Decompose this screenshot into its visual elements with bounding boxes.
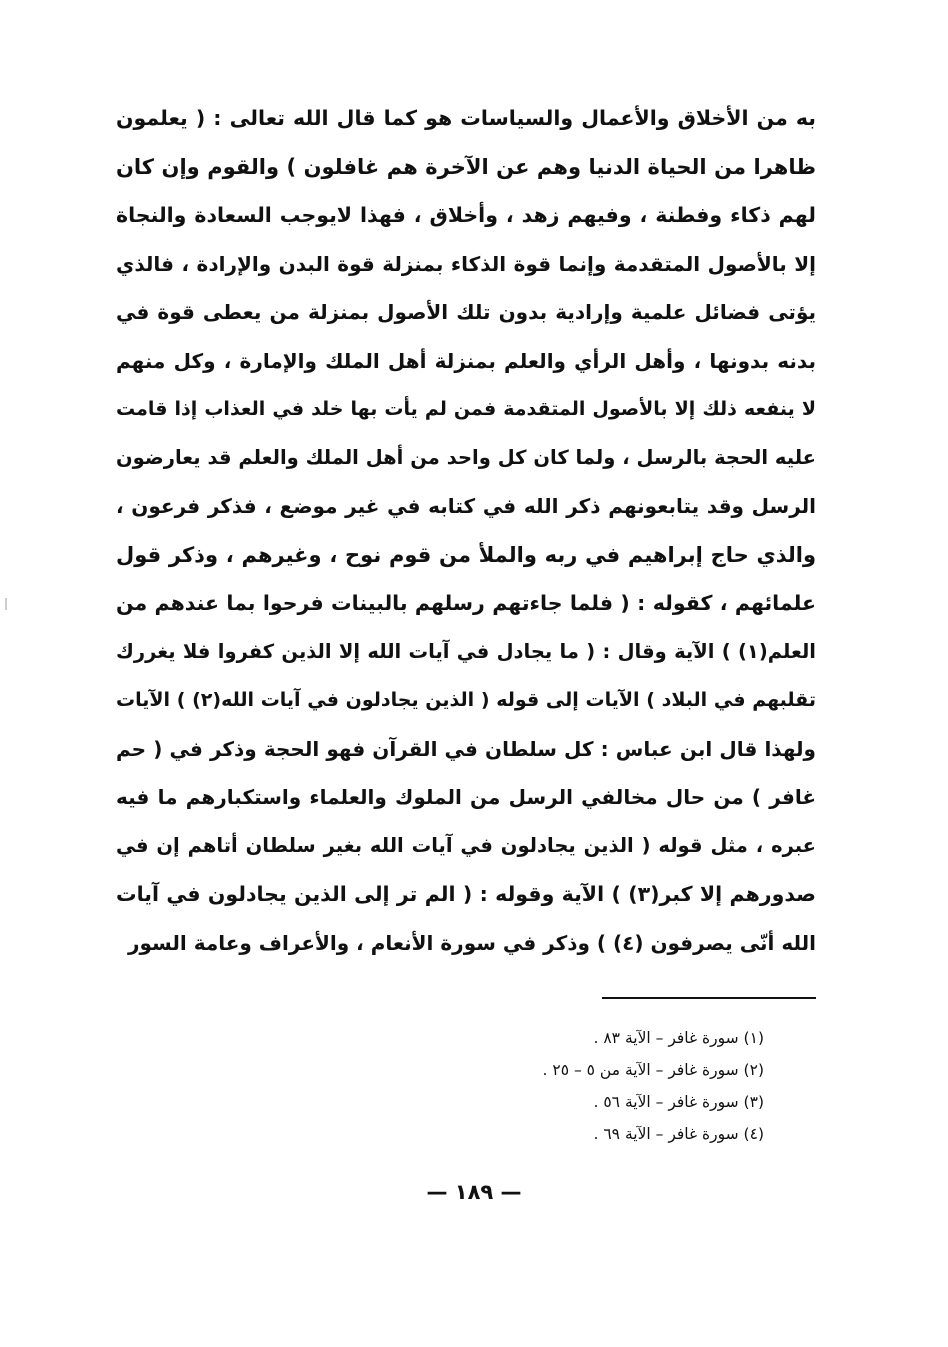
text-line: عليه الحجة بالرسل ، ولما كان كل واحد من أهل الملك والعلم قد يعارضون xyxy=(116,445,816,469)
text-line: به من الأخلاق والأعمال والسياسات هو كما قال الله تعالى : ( يعلمون xyxy=(116,106,816,130)
text-line: ظاهرا من الحياة الدنيا وهم عن الآخرة هم غافلون ) والقوم وإن كان xyxy=(116,154,816,179)
text-line: ولهذا قال ابن عباس : كل سلطان في القرآن فهو الحجة وذكر في ( حم xyxy=(116,736,816,761)
footnotes xyxy=(543,1022,764,1150)
text-line: بدنه بدونها ، وأهل الرأي والعلم بمنزلة أهل الملك والإمارة ، وكل منهم xyxy=(116,348,816,373)
footnote-divider xyxy=(602,997,816,999)
footnote-3: (٣) سورة غافر – الآية ٥٦ . xyxy=(593,1093,764,1111)
text-line: لا ينفعه ذلك إلا بالأصول المتقدمة فمن لم يأت بها خلد في العذاب إذا قامت xyxy=(116,398,816,420)
text-line: تقلبهم في البلاد ) الآيات إلى قوله ( الذين يجادلون في آيات الله(٢) ) الآيات xyxy=(116,689,816,711)
text-line: علمائهم ، كقوله : ( فلما جاءتهم رسلهم بالبينات فرحوا بما عندهم من xyxy=(116,591,816,615)
footnote-2: (٢) سورة غافر – الآية من ٥ – ٢٥ . xyxy=(542,1061,764,1079)
text-line: إلا بالأصول المتقدمة وإنما قوة الذكاء بمنزلة قوة البدن والإرادة ، فالذي xyxy=(116,251,816,276)
footnote-4: (٤) سورة غافر – الآية ٦٩ . xyxy=(593,1125,764,1143)
text-line: العلم(١) ) الآية وقال : ( ما يجادل في آيات الله إلا الذين كفروا فلا يغررك xyxy=(116,639,816,663)
text-line: لهم ذكاء وفطنة ، وفيهم زهد ، وأخلاق ، فهذا لايوجب السعادة والنجاة xyxy=(116,203,816,227)
text-line: الله أنّى يصرفون (٤) ) وذكر في سورة الأنعام ، والأعراف وعامة السور xyxy=(127,930,816,955)
text-line: والذي حاج إبراهيم في ربه والملأ من قوم نوح ، وغيرهم ، وذكر قول xyxy=(116,542,816,567)
scan-speck xyxy=(5,598,7,610)
text-line: صدورهم إلا كبر(٣) ) الآية وقوله : ( الم تر إلى الذين يجادلون في آيات xyxy=(116,882,816,906)
text-line: عبره ، مثل قوله ( الذين يجادلون في آيات الله بغير سلطان أتاهم إن في xyxy=(116,833,816,857)
text-line: الرسل وقد يتابعونهم ذكر الله في كتابه في غير موضع ، فذكر فرعون ، xyxy=(116,494,816,518)
page-number: — ١٨٩ — xyxy=(426,1180,522,1204)
main-text xyxy=(116,94,816,967)
footnote-1: (١) سورة غافر – الآية ٨٣ . xyxy=(593,1029,764,1047)
text-line: يؤتى فضائل علمية وإرادية بدون تلك الأصول بمنزلة من يعطى قوة في xyxy=(116,300,816,324)
text-line: غافر ) من حال مخالفي الرسل من الملوك والعلماء واستكبارهم ما فيه xyxy=(116,785,816,809)
